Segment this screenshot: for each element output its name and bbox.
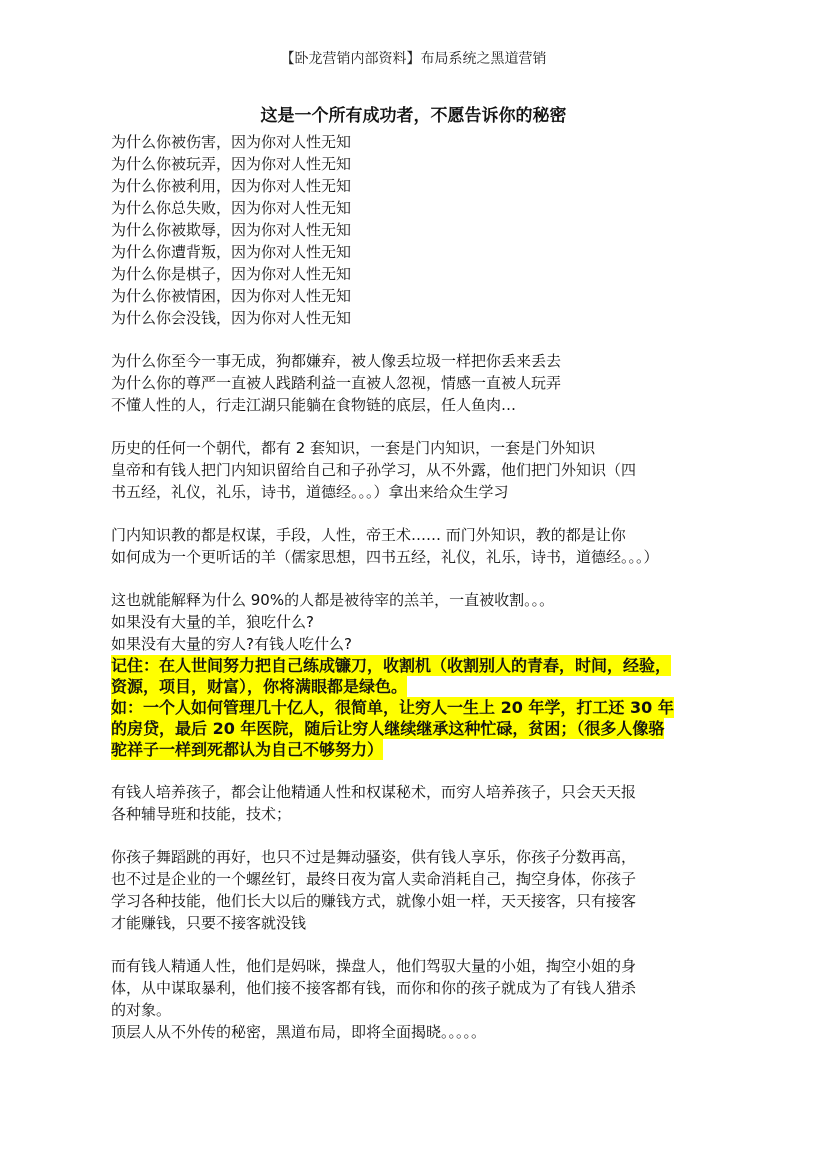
text-line: 为什么你是棋子，因为你对人性无知 [111,265,352,283]
highlighted-line: 资源，项目，财富），你将满眼都是绿色。 [111,677,408,696]
text-line: 门内知识教的都是权谋，手段，人性，帝王术…… 而门外知识，教的都是让你 [111,526,626,544]
text-line: 为什么你被玩弄，因为你对人性无知 [111,155,352,173]
text-line: 这也就能解释为什么 90%的人都是被待宰的羔羊，一直被收割。。。 [111,591,555,609]
highlighted-line: 如：一个人如何管理几十亿人，很简单，让穷人一生上 20 年学，打工还 30 年 [111,698,674,717]
text-line: 为什么你的尊严一直被人践踏利益一直被人忽视，情感一直被人玩弄 [111,374,562,392]
document-header: 【卧龙营销内部资料】布局系统之黑道营销 [280,51,547,67]
paragraph-gap [111,416,705,437]
text-line: 皇帝和有钱人把门内知识留给自己和子孙学习，从不外露，他们把门外知识（四 [111,461,637,479]
document-body [111,131,705,1043]
text-line: 你孩子舞蹈跳的再好，也只不过是舞动骚姿，供有钱人享乐，你孩子分数再高， [111,848,637,866]
text-line: 体，从中谋取暴利，他们接不接客都有钱，而你和你的孩子就成为了有钱人猎杀 [111,979,637,997]
text-line: 也不过是企业的一个螺丝钉，最终日夜为富人卖命消耗自己，掏空身体，你孩子 [111,870,637,888]
text-line: 如果没有大量的羊，狼吃什么? [111,613,314,631]
text-line: 不懂人性的人，行走江湖只能躺在食物链的底层，任人鱼肉… [111,396,517,414]
text-line: 如果没有大量的穷人?有钱人吃什么? [111,635,352,653]
text-line: 为什么你被利用，因为你对人性无知 [111,177,352,195]
text-line: 历史的任何一个朝代，都有 2 套知识，一套是门内知识，一套是门外知识 [111,439,596,457]
paragraph-sheep [111,589,705,655]
text-line: 学习各种技能，他们长大以后的赚钱方式，就像小姐一样，天天接客，只有接客 [111,892,637,910]
text-line: 而有钱人精通人性，他们是妈咪，操盘人，他们驾驭大量的小姐，掏空小姐的身 [111,957,637,975]
text-line: 如何成为一个更听话的羊（儒家思想，四书五经，礼仪，礼乐，诗书，道德经。。。） [111,548,659,566]
paragraph-gap [111,934,705,955]
paragraph-gap [111,760,705,781]
paragraph-gap [111,503,705,524]
text-line: 为什么你遭背叛，因为你对人性无知 [111,243,352,261]
text-line: 有钱人培养孩子，都会让他精通人性和权谋秘术，而穷人培养孩子，只会天天报 [111,783,637,801]
paragraph-gap [111,825,705,846]
document-title: 这是一个所有成功者，不愿告诉你的秘密 [260,106,567,126]
text-line: 才能赚钱，只要不接客就没钱 [111,914,307,932]
paragraph-gap [111,329,705,350]
paragraph-conclusion [111,955,705,1043]
text-line: 顶层人从不外传的秘密，黑道布局，即将全面揭晓。。。。。 [111,1023,487,1041]
paragraph-inner-knowledge [111,524,705,568]
text-line: 各种辅导班和技能，技术； [111,805,292,823]
highlighted-line: 记住：在人世间努力把自己练成镰刀，收割机（收割别人的青春，时间，经验， [111,656,672,675]
text-line: 书五经，礼仪，礼乐，诗书，道德经。。。）拿出来给众生学习 [111,483,509,501]
text-line: 为什么你至今一事无成，狗都嫌弃，被人像丢垃圾一样把你丢来丢去 [111,352,562,370]
text-line: 的对象。 [111,1001,172,1019]
text-line: 为什么你被情困，因为你对人性无知 [111,287,352,305]
paragraph-failure [111,350,705,416]
text-line: 为什么你被伤害，因为你对人性无知 [111,133,352,151]
paragraph-gap [111,568,705,589]
paragraph-rich-children [111,781,705,825]
paragraph-ignorance-list [111,131,705,329]
highlighted-paragraph [111,655,705,760]
paragraph-your-children [111,846,705,934]
paragraph-history [111,437,705,503]
text-line: 为什么你总失败，因为你对人性无知 [111,199,352,217]
text-line: 为什么你会没钱，因为你对人性无知 [111,309,352,327]
highlighted-line: 的房贷，最后 20 年医院，随后让穷人继续继承这种忙碌，贫困；（很多人像骆 [111,719,665,738]
text-line: 为什么你被欺辱，因为你对人性无知 [111,221,352,239]
highlighted-line: 驼祥子一样到死都认为自己不够努力） [111,740,384,759]
